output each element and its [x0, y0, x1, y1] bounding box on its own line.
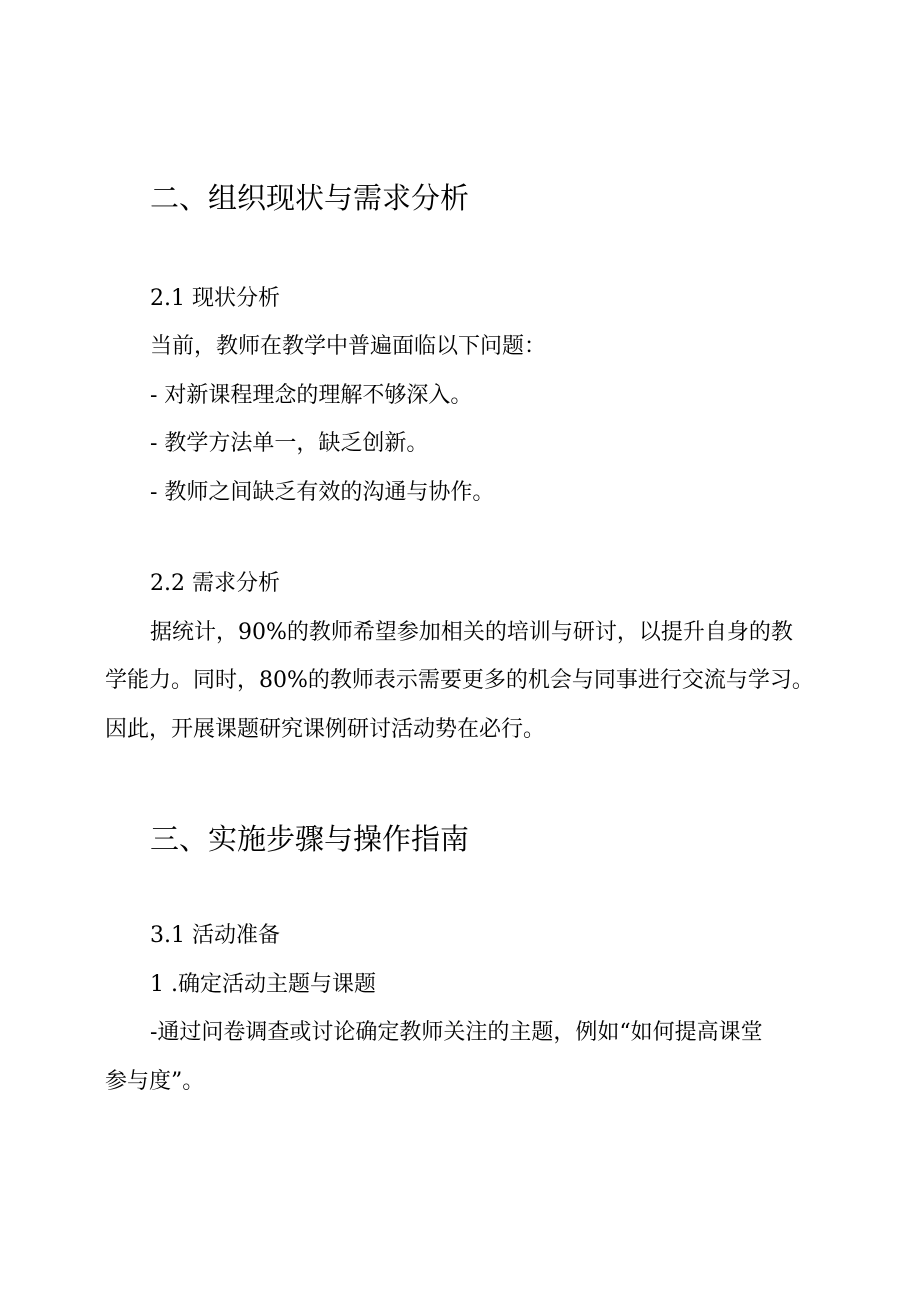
list-item: - 对新课程理念的理解不够深入。 — [150, 383, 473, 408]
subsection-title: 活动准备 — [192, 923, 281, 948]
detail-line: -通过问卷调查或讨论确定教师关注的主题，例如“如何提高课堂 — [150, 1020, 763, 1045]
subsection-heading-3-1 — [150, 918, 280, 949]
paragraph-line: 据统计，90%的教师希望参加相关的培训与研讨，以提升自身的教 — [150, 620, 793, 645]
subsection-number: 2.1 — [150, 286, 185, 311]
subsection-number: 2.2 — [150, 571, 185, 596]
detail-line: 参与度”。 — [105, 1069, 205, 1094]
subsection-number: 3.1 — [150, 923, 185, 948]
paragraph-line: 学能力。同时，80%的教师表示需要更多的机会与同事进行交流与学习。 — [105, 668, 814, 693]
paragraph-line: 因此，开展课题研究课例研讨活动势在必行。 — [105, 717, 546, 742]
status-intro: 当前，教师在教学中普遍面临以下问题： — [150, 334, 547, 359]
section-heading-3: 三、实施步骤与操作指南 — [150, 822, 470, 856]
subsection-title: 现状分析 — [192, 286, 281, 311]
subsection-title: 需求分析 — [192, 571, 281, 596]
subsection-heading-2-2 — [150, 566, 280, 597]
numbered-item: 1 .确定活动主题与课题 — [150, 972, 376, 997]
list-item: - 教师之间缺乏有效的沟通与协作。 — [150, 480, 495, 505]
list-item: - 教学方法单一，缺乏创新。 — [150, 431, 429, 456]
section-heading-2: 二、组织现状与需求分析 — [150, 181, 470, 215]
subsection-heading-2-1 — [150, 281, 280, 312]
